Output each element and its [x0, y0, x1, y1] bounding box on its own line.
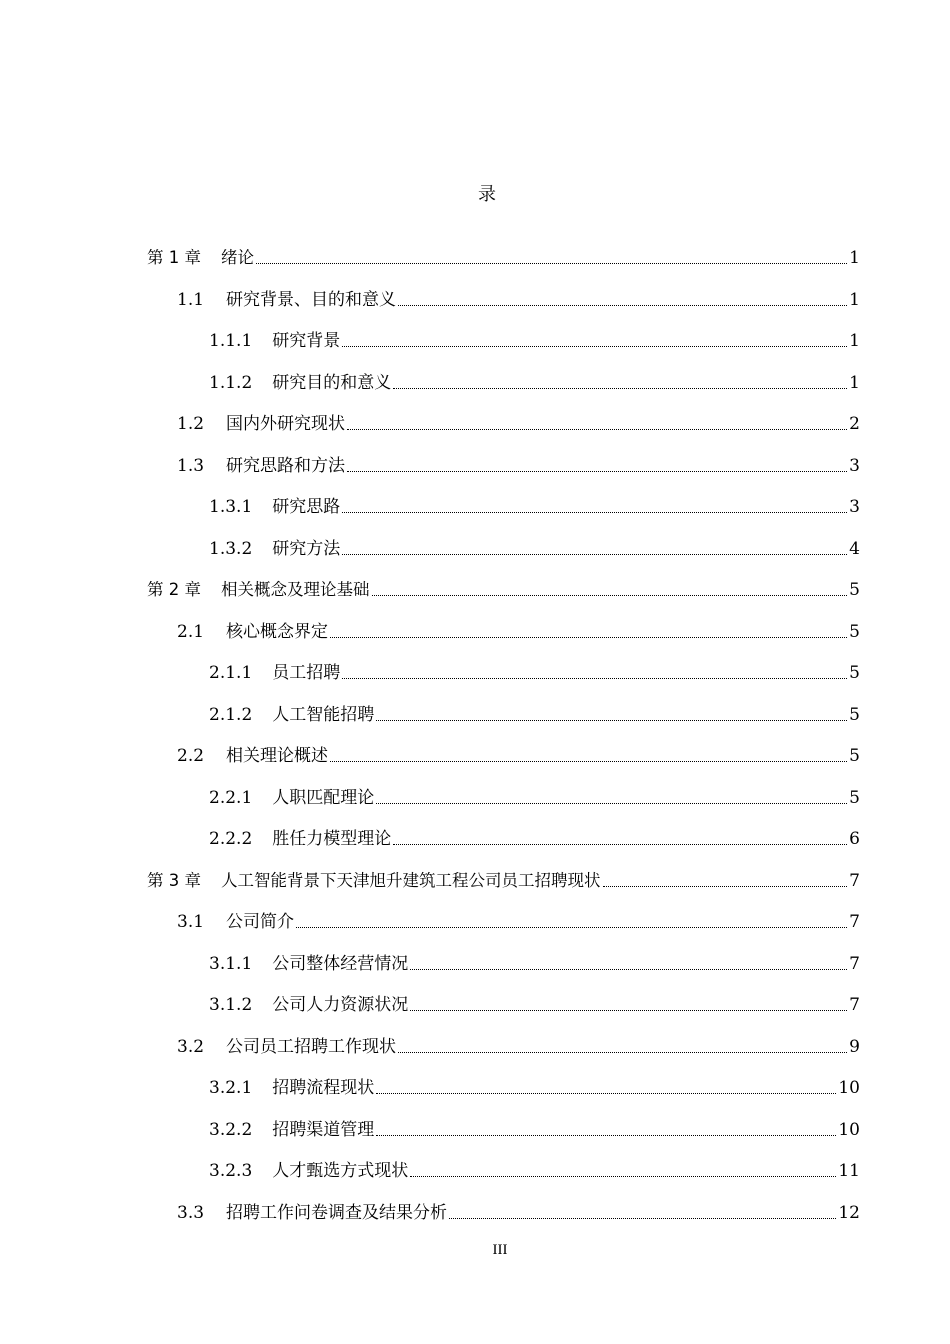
toc-entry-label: 研究思路: [272, 497, 341, 517]
toc-entry-page: 1: [849, 331, 860, 351]
toc-dot-leader: [393, 844, 847, 845]
toc-entry-label: 招聘渠道管理: [272, 1119, 375, 1140]
toc-entry-label: 研究方法: [272, 538, 341, 559]
toc-entry-number: 2.1: [177, 621, 205, 642]
toc-entry-number: 3.1: [177, 912, 205, 932]
toc-entry-page: 12: [838, 1202, 860, 1223]
toc-entry-label: 公司员工招聘工作现状: [226, 1036, 397, 1057]
toc-entry-page: 5: [849, 663, 860, 683]
toc-entry-label: 公司整体经营情况: [272, 953, 409, 974]
toc-entry-number: 1.1: [177, 289, 205, 310]
toc-entry-page: 3: [849, 455, 860, 476]
toc-entry-page: 2: [849, 414, 860, 434]
toc-entry-number: 3.1.2: [209, 995, 253, 1015]
toc-dot-leader: [376, 1093, 836, 1094]
toc-entry-label: 相关概念及理论基础: [221, 580, 370, 599]
toc-entry-label: 绪论: [221, 248, 254, 267]
page-title: 录: [478, 184, 496, 205]
toc-entry-page: 7: [849, 995, 860, 1015]
toc-dot-leader: [296, 927, 847, 928]
toc-entry-page: 6: [849, 829, 860, 849]
toc-dot-leader: [398, 1052, 847, 1053]
toc-entry-number: 1.3.2: [209, 538, 253, 559]
toc-entry-number: 3.2.1: [209, 1078, 253, 1098]
toc-entry-page: 7: [849, 870, 860, 891]
toc-entry-number: 1.3: [177, 455, 205, 476]
toc-entry[interactable]: [0, 329, 860, 353]
toc-entry-number: 2.2: [177, 746, 205, 766]
toc-entry-number: 1.3.1: [209, 497, 253, 517]
toc-entry-label: 招聘流程现状: [272, 1078, 375, 1098]
toc-entry-page: 7: [849, 953, 860, 974]
toc-entry-number: 1.1.1: [209, 331, 253, 351]
toc-entry-page: 5: [849, 746, 860, 766]
toc-entry[interactable]: [0, 1201, 860, 1225]
toc-entry[interactable]: [0, 578, 860, 602]
toc-entry-number: 2.2.2: [209, 829, 253, 849]
toc-entry[interactable]: [0, 1076, 860, 1100]
toc-entry-number: 2.2.1: [209, 787, 253, 808]
toc-entry-page: 1: [849, 372, 860, 393]
toc-entry[interactable]: [0, 703, 860, 727]
toc-entry-number: 第 1 章: [147, 248, 201, 267]
toc-entry-page: 10: [838, 1119, 860, 1140]
toc-entry-label: 国内外研究现状: [226, 414, 346, 434]
toc-entry[interactable]: [0, 1035, 860, 1059]
toc-dot-leader: [410, 1010, 847, 1011]
toc-entry[interactable]: [0, 661, 860, 685]
toc-entry-label: 相关理论概述: [226, 746, 329, 766]
toc-dot-leader: [410, 1176, 836, 1177]
toc-dot-leader: [342, 512, 847, 513]
toc-entry-number: 2.1.1: [209, 663, 253, 683]
toc-entry-label: 公司简介: [226, 912, 295, 932]
toc-entry[interactable]: [0, 495, 860, 519]
toc-dot-leader: [342, 554, 847, 555]
page-number: III: [492, 1242, 508, 1258]
toc-entry-page: 1: [849, 248, 860, 268]
toc-entry[interactable]: [0, 371, 860, 395]
toc-entry[interactable]: [0, 744, 860, 768]
toc-entry[interactable]: [0, 869, 860, 893]
toc-entry-label: 研究目的和意义: [272, 372, 392, 393]
toc-entry-label: 招聘工作问卷调查及结果分析: [226, 1202, 448, 1223]
toc-entry-page: 9: [849, 1036, 860, 1057]
toc-dot-leader: [398, 305, 847, 306]
toc-dot-leader: [330, 761, 847, 762]
toc-dot-leader: [410, 969, 847, 970]
toc-entry-number: 3.2: [177, 1036, 205, 1057]
toc-entry-number: 3.2.2: [209, 1119, 253, 1140]
toc-dot-leader: [376, 1135, 836, 1136]
toc-entry-label: 核心概念界定: [226, 621, 329, 642]
toc-entry-page: 5: [849, 787, 860, 808]
toc-entry[interactable]: [0, 1159, 860, 1183]
toc-entry[interactable]: [0, 288, 860, 312]
toc-entry[interactable]: [0, 246, 860, 270]
toc-dot-leader: [330, 637, 847, 638]
toc-dot-leader: [342, 346, 847, 347]
toc-entry-number: 3.1.1: [209, 953, 253, 974]
toc-dot-leader: [449, 1218, 836, 1219]
toc-entry[interactable]: [0, 786, 860, 810]
toc-dot-leader: [256, 263, 847, 264]
toc-entry-number: 1.2: [177, 414, 205, 434]
toc-dot-leader: [347, 471, 847, 472]
toc-entry-label: 研究思路和方法: [226, 455, 346, 476]
toc-dot-leader: [376, 803, 847, 804]
toc-entry-page: 5: [849, 621, 860, 642]
toc-entry-page: 3: [849, 497, 860, 517]
toc-entry-label: 研究背景: [272, 331, 341, 351]
toc-entry-label: 员工招聘: [272, 663, 341, 683]
toc-entry[interactable]: [0, 827, 860, 851]
toc-entry[interactable]: [0, 412, 860, 436]
toc-entry-page: 10: [838, 1078, 860, 1098]
toc-entry[interactable]: [0, 537, 860, 561]
toc-entry-label: 人工智能招聘: [272, 704, 375, 725]
toc-entry-page: 7: [849, 912, 860, 932]
toc-entry[interactable]: [0, 952, 860, 976]
toc-entry-label: 人工智能背景下天津旭升建筑工程公司员工招聘现状: [221, 870, 601, 890]
toc-dot-leader: [347, 429, 847, 430]
toc-dot-leader: [372, 595, 848, 596]
toc-entry-page: 11: [838, 1161, 860, 1181]
toc-entry-number: 1.1.2: [209, 372, 253, 393]
toc-entry[interactable]: [0, 993, 860, 1017]
toc-dot-leader: [603, 886, 848, 887]
toc-entry-number: 2.1.2: [209, 704, 253, 725]
toc-entry-number: 第 2 章: [147, 580, 201, 599]
toc-entry[interactable]: [0, 910, 860, 934]
toc-dot-leader: [376, 720, 847, 721]
toc-entry-label: 人才甄选方式现状: [272, 1161, 409, 1181]
toc-entry[interactable]: [0, 1118, 860, 1142]
toc-entry-number: 3.2.3: [209, 1161, 253, 1181]
toc-entry-page: 1: [849, 289, 860, 310]
toc-entry[interactable]: [0, 454, 860, 478]
toc-entry-label: 公司人力资源状况: [272, 995, 409, 1015]
toc-entry-number: 第 3 章: [147, 870, 201, 890]
toc-entry-label: 胜任力模型理论: [272, 829, 392, 849]
toc-entry-page: 4: [849, 538, 860, 559]
toc-entry-label: 人职匹配理论: [272, 787, 375, 808]
toc-entry[interactable]: [0, 620, 860, 644]
toc-dot-leader: [393, 388, 847, 389]
toc-entry-label: 研究背景、目的和意义: [226, 289, 397, 310]
toc-entry-number: 3.3: [177, 1202, 205, 1223]
toc-dot-leader: [342, 678, 847, 679]
toc-entry-page: 5: [849, 704, 860, 725]
toc-entry-page: 5: [849, 580, 860, 600]
